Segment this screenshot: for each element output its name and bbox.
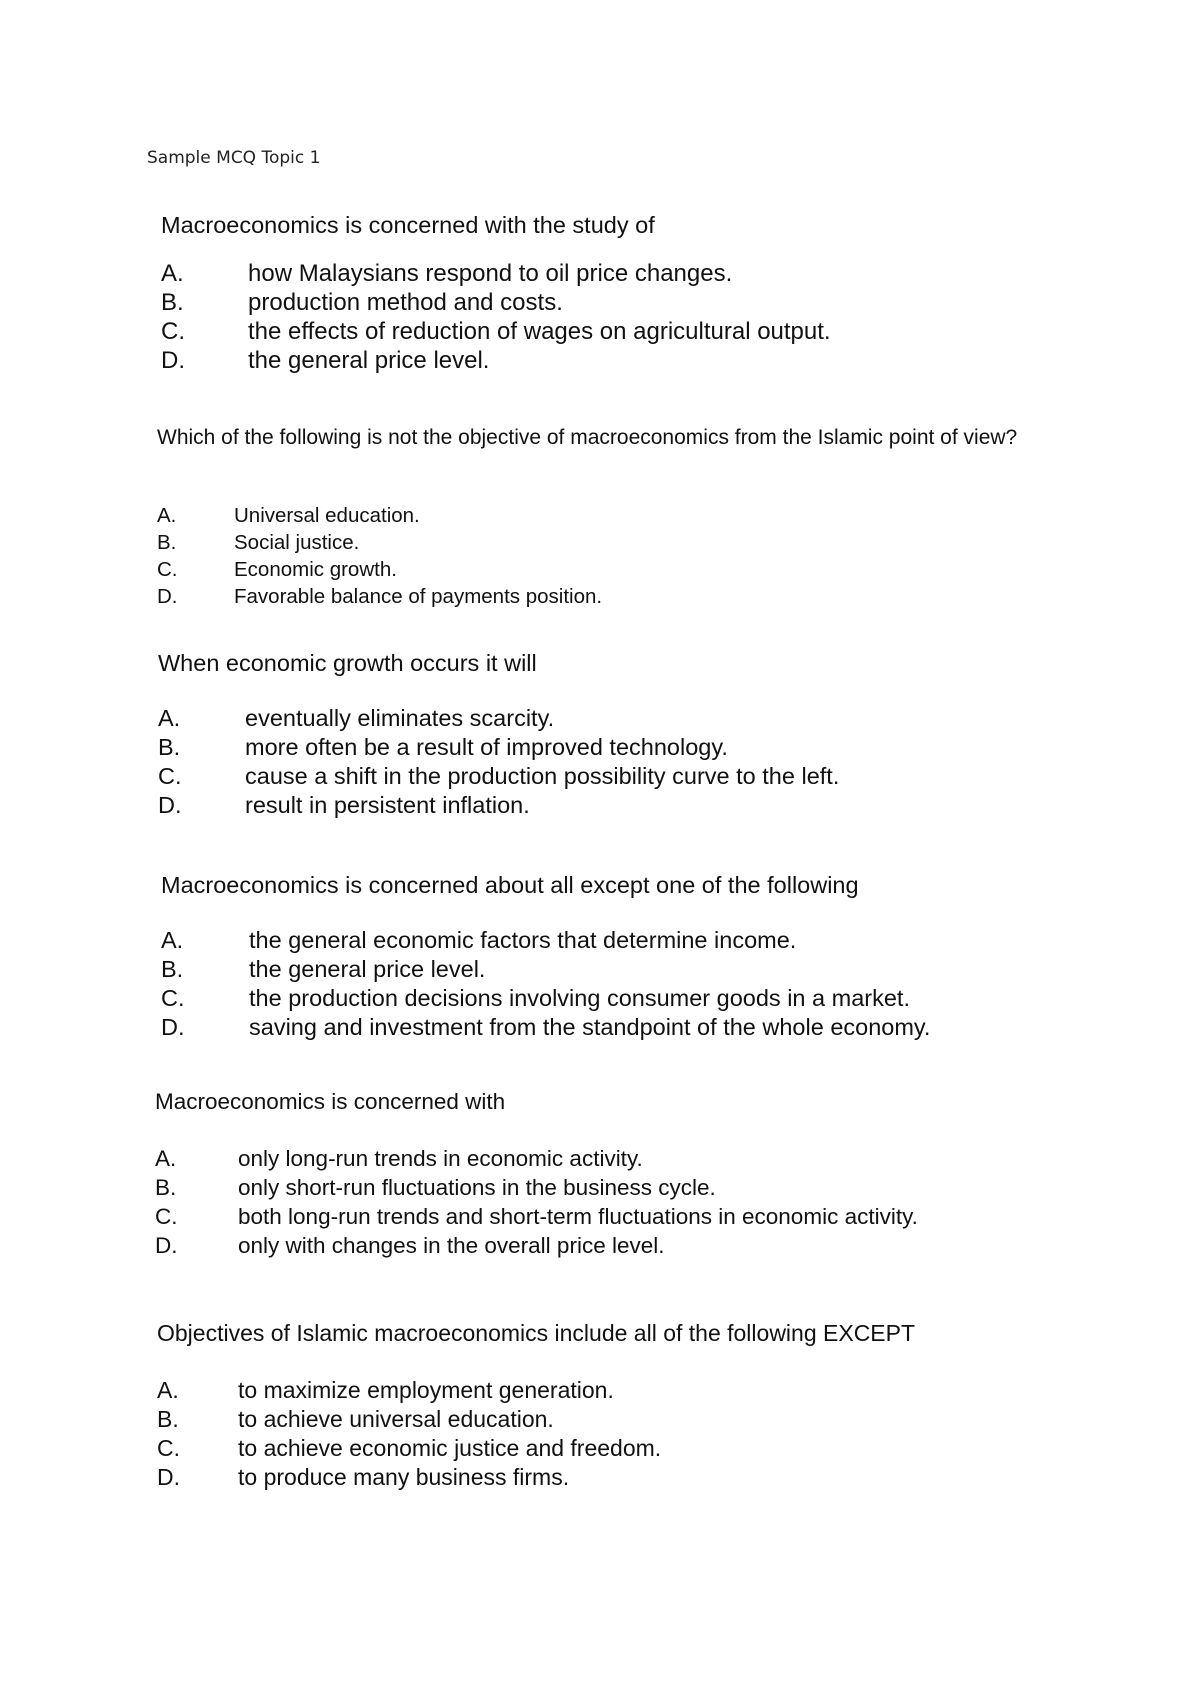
option-letter: B. bbox=[157, 1406, 179, 1432]
option-text: Social justice. bbox=[234, 531, 360, 554]
option-text: only with changes in the overall price level. bbox=[238, 1233, 665, 1258]
option-letter: C. bbox=[155, 1204, 178, 1229]
option-text: result in persistent inflation. bbox=[245, 792, 530, 818]
option-text: to achieve economic justice and freedom. bbox=[238, 1435, 662, 1461]
option-text: to achieve universal education. bbox=[238, 1406, 554, 1432]
option-letter: D. bbox=[157, 1464, 180, 1490]
option-text: both long-run trends and short-term fluctuations in economic activity. bbox=[238, 1204, 918, 1229]
option-letter: D. bbox=[155, 1233, 178, 1258]
option-text: only short-run fluctuations in the business cycle. bbox=[238, 1175, 716, 1200]
option-text: Favorable balance of payments position. bbox=[234, 585, 603, 608]
option-letter: D. bbox=[161, 347, 185, 374]
option-text: the production decisions involving consumer goods in a market. bbox=[249, 985, 910, 1011]
option-letter: D. bbox=[157, 585, 178, 608]
option-text: to produce many business firms. bbox=[238, 1464, 570, 1490]
option-text: the general price level. bbox=[249, 956, 486, 982]
option-letter: B. bbox=[161, 956, 184, 982]
option-text: cause a shift in the production possibility curve to the left. bbox=[245, 763, 840, 789]
question-stem: Macroeconomics is concerned about all except one of the following bbox=[161, 872, 859, 898]
option-letter: C. bbox=[161, 318, 185, 345]
option-letter: B. bbox=[155, 1175, 177, 1200]
question-stem: Macroeconomics is concerned with bbox=[155, 1089, 506, 1114]
question-stem: Macroeconomics is concerned with the study of bbox=[161, 212, 655, 238]
question-stem: When economic growth occurs it will bbox=[158, 650, 537, 676]
option-text: production method and costs. bbox=[248, 289, 563, 316]
option-letter: B. bbox=[158, 734, 181, 760]
option-letter: B. bbox=[157, 531, 177, 554]
option-text: eventually eliminates scarcity. bbox=[245, 705, 555, 731]
option-letter: C. bbox=[157, 558, 178, 581]
option-letter: A. bbox=[157, 504, 177, 527]
option-text: Universal education. bbox=[234, 504, 420, 527]
option-text: saving and investment from the standpoint of the whole economy. bbox=[249, 1014, 931, 1040]
option-letter: A. bbox=[158, 705, 181, 731]
option-text: the general economic factors that determine income. bbox=[249, 927, 797, 953]
option-text: how Malaysians respond to oil price changes. bbox=[248, 260, 733, 287]
option-text: the effects of reduction of wages on agricultural output. bbox=[248, 318, 831, 345]
option-text: Economic growth. bbox=[234, 558, 397, 581]
option-letter: A. bbox=[161, 260, 184, 287]
option-letter: A. bbox=[157, 1377, 179, 1403]
option-letter: C. bbox=[157, 1435, 180, 1461]
option-letter: A. bbox=[161, 927, 184, 953]
option-text: only long-run trends in economic activity. bbox=[238, 1146, 643, 1171]
option-letter: B. bbox=[161, 289, 184, 316]
option-text: to maximize employment generation. bbox=[238, 1377, 614, 1403]
option-letter: C. bbox=[161, 985, 185, 1011]
option-text: the general price level. bbox=[248, 347, 490, 374]
option-letter: D. bbox=[158, 792, 182, 818]
option-letter: C. bbox=[158, 763, 182, 789]
question-stem: Which of the following is not the objective of macroeconomics from the Islamic point of view? bbox=[157, 426, 1018, 449]
option-letter: D. bbox=[161, 1014, 185, 1040]
question-stem: Objectives of Islamic macroeconomics include all of the following EXCEPT bbox=[157, 1320, 916, 1346]
option-text: more often be a result of improved technology. bbox=[245, 734, 728, 760]
option-letter: A. bbox=[155, 1146, 177, 1171]
page-header: Sample MCQ Topic 1 bbox=[147, 148, 321, 168]
